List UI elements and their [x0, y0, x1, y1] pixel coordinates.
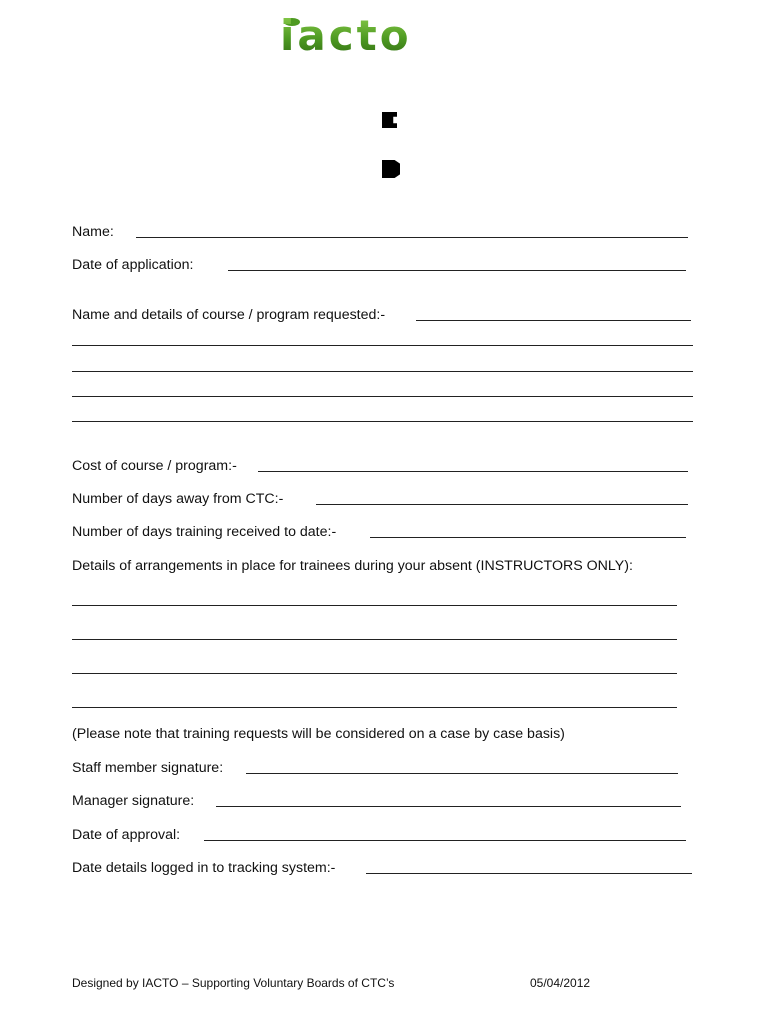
course-field-line-3[interactable] — [72, 371, 693, 372]
manager-signature-row — [72, 792, 194, 810]
course-field-line-4[interactable] — [72, 396, 693, 397]
note-row — [72, 725, 565, 743]
logo-wordmark: iacto — [280, 11, 412, 60]
arrangements-field-line-4[interactable] — [72, 707, 677, 708]
staff-signature-label: Staff member signature: — [72, 760, 224, 776]
arrangements-row — [72, 557, 633, 575]
approval-date-field[interactable] — [204, 840, 686, 841]
staff-signature-field[interactable] — [246, 773, 678, 774]
days-training-field[interactable] — [370, 537, 686, 538]
cost-label: Cost of course / program:- — [72, 458, 237, 474]
logged-row — [72, 859, 335, 877]
iacto-logo — [280, 11, 490, 60]
footer-date: 05/04/2012 — [530, 976, 591, 990]
heading-glyph-bottom — [382, 160, 400, 178]
arrangements-field-line-3[interactable] — [72, 673, 677, 674]
footer-designed-by: Designed by IACTO – Supporting Voluntary Boards of CTC’s — [72, 976, 395, 990]
days-away-field[interactable] — [316, 504, 688, 505]
arrangements-field-line-1[interactable] — [72, 605, 677, 606]
cost-row — [72, 457, 237, 475]
name-field[interactable] — [136, 237, 688, 238]
arrangements-field-line-2[interactable] — [72, 639, 677, 640]
staff-signature-row — [72, 759, 223, 777]
logged-field[interactable] — [366, 873, 692, 874]
course-field-line-2[interactable] — [72, 345, 693, 346]
note-text: (Please note that training requests will be considered on a case by case basis) — [72, 726, 565, 742]
manager-signature-field[interactable] — [216, 806, 681, 807]
heading-glyph-top — [382, 112, 397, 128]
logged-label: Date details logged in to tracking system:- — [72, 860, 336, 876]
date-application-row — [72, 256, 193, 274]
approval-date-label: Date of approval: — [72, 827, 181, 843]
days-training-row — [72, 523, 336, 541]
date-application-label: Date of application: — [72, 257, 194, 273]
name-label: Name: — [72, 224, 114, 240]
days-training-label: Number of days training received to date:- — [72, 524, 337, 540]
arrangements-label: Details of arrangements in place for trainees during your absent (INSTRUCTORS ONLY): — [72, 558, 633, 574]
name-row — [72, 223, 114, 241]
date-application-field[interactable] — [228, 270, 686, 271]
manager-signature-label: Manager signature: — [72, 793, 195, 809]
days-away-label: Number of days away from CTC:- — [72, 491, 284, 507]
days-away-row — [72, 490, 283, 508]
course-label: Name and details of course / program requested:- — [72, 307, 386, 323]
course-field[interactable] — [416, 320, 691, 321]
course-field-line-5[interactable] — [72, 421, 693, 422]
course-row — [72, 306, 385, 324]
cost-field[interactable] — [258, 471, 688, 472]
approval-date-row — [72, 826, 180, 844]
